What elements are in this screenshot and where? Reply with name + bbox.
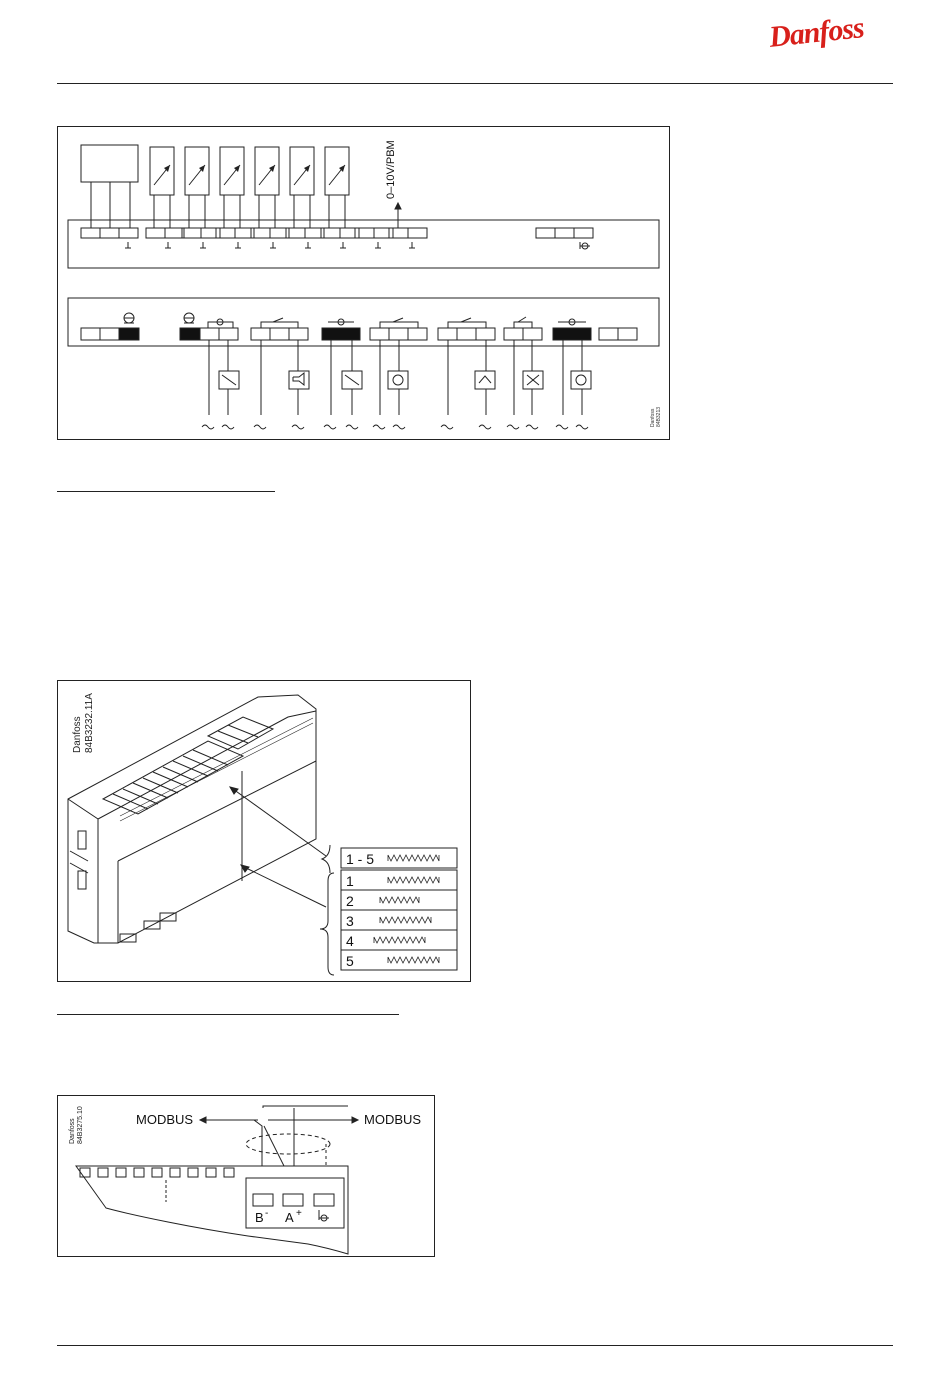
controller-illustration xyxy=(57,680,471,982)
legend-label-2: 2 xyxy=(346,893,354,909)
legend-label-all: 1 - 5 xyxy=(346,851,375,867)
modbus-left-label: MODBUS xyxy=(136,1112,194,1127)
fig3-code-line2: 84B3275.10 xyxy=(77,1106,84,1144)
fig2-code-line1: Danfoss xyxy=(72,716,83,753)
footer-rule xyxy=(57,1345,893,1346)
wiring-diagram xyxy=(57,126,670,440)
terminal-a-sup: + xyxy=(296,1208,302,1219)
legend-label-1: 1 xyxy=(346,873,354,889)
terminal-b-sup: - xyxy=(265,1208,269,1219)
fig1-code-line1: Danfoss xyxy=(650,408,656,427)
modbus-svg xyxy=(58,1096,434,1256)
legend-label-4: 4 xyxy=(346,933,354,949)
legend-label-3: 3 xyxy=(346,913,354,929)
section-rule-1 xyxy=(57,491,275,492)
wiring-diagram-svg xyxy=(58,127,669,439)
terminal-a-label: A xyxy=(285,1210,294,1225)
signal-label: 0–10V/PBM xyxy=(385,140,397,199)
modbus-right-label: MODBUS xyxy=(364,1112,422,1127)
modbus-diagram xyxy=(57,1095,435,1257)
header-rule xyxy=(57,83,893,84)
fig2-code-line2: 84B3232.11A xyxy=(84,693,95,753)
transmitter-1 xyxy=(150,147,174,228)
terminal-b-label: B xyxy=(255,1210,264,1225)
danfoss-logo: Danfoss xyxy=(767,11,866,54)
legend-label-5: 5 xyxy=(346,953,354,969)
fig3-code-line1: Danfoss xyxy=(69,1118,76,1144)
section-rule-2 xyxy=(57,1014,399,1015)
fig1-code-line2: 84B3213 xyxy=(656,406,662,427)
controller-svg xyxy=(58,681,470,981)
